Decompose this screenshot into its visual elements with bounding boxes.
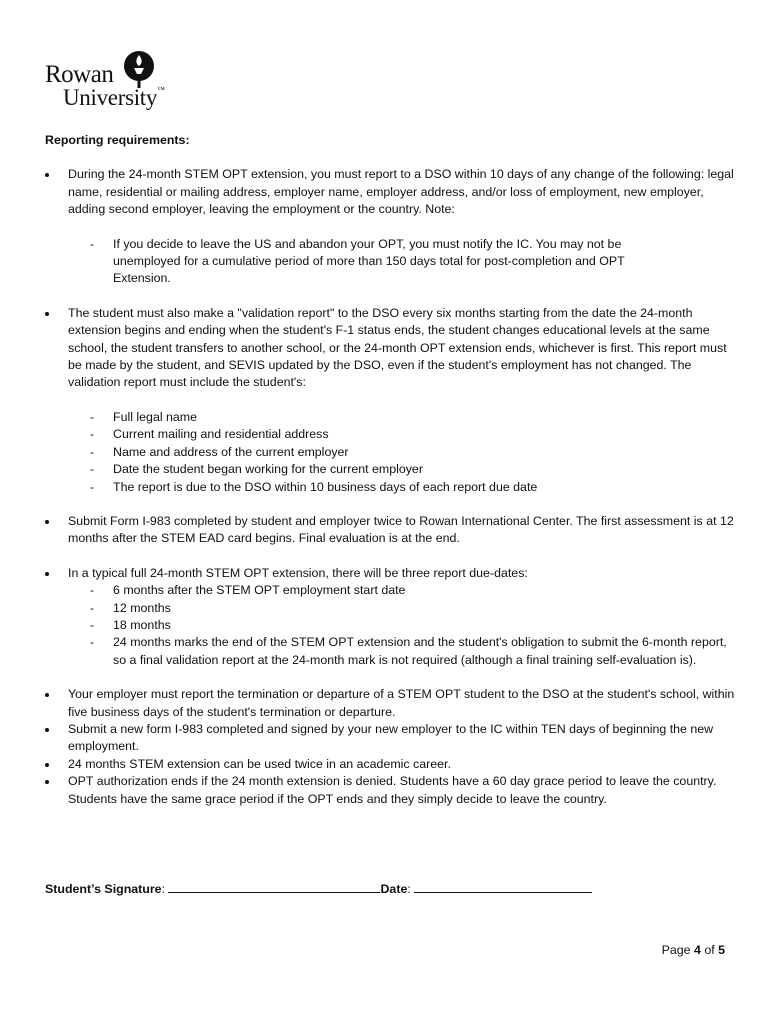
bullet-employer-termination: Your employer must report the termination or departure of a STEM OPT student to the DSO at the student's school, within five business days of the student's termination or departure. xyxy=(45,686,735,721)
sub-item: - If you decide to leave the US and abandon your OPT, you must notify the IC. You may not be unemployed for a cumulative period of more than 150 days total for post-completion and OPT Extension. xyxy=(45,236,735,288)
date-field[interactable] xyxy=(414,880,592,893)
bullet-grace-period: OPT authorization ends if the 24 month extension is denied. Students have a 60 day grace period to leave the country. Students have the same grace period if the OPT ends and they simply decide to leave the country. xyxy=(45,773,735,808)
bullet-validation-report: The student must also make a "validation report" to the DSO every six months starting from the date the 24-month extension begins and ending when the student's F-1 status ends, the student changes educational levels at the same school, the student transfers to another school, or the 24-month OPT extension ends, whichever is first. This report must be made by the student, and SEVIS updated by the DSO, even if the student's employment has not changed. The validation report must include the student's: xyxy=(45,305,735,392)
bullet-extension-twice: 24 months STEM extension can be used twice in an academic career. xyxy=(45,756,735,773)
signature-field[interactable] xyxy=(168,880,380,893)
logo-trademark: ™ xyxy=(157,85,165,94)
sub-item: - 18 months xyxy=(45,617,735,634)
sub-item: - 6 months after the STEM OPT employment start date xyxy=(45,582,735,599)
sub-item: - Name and address of the current employer xyxy=(45,444,735,461)
page-current: 4 xyxy=(693,943,701,957)
bullet-report-due-dates: In a typical full 24-month STEM OPT extension, there will be three report due-dates: xyxy=(45,565,735,582)
signature-colon: : xyxy=(161,882,166,896)
sub-item: - Full legal name xyxy=(45,409,735,426)
sub-item: - 12 months xyxy=(45,600,735,617)
torch-icon xyxy=(122,50,156,90)
bullet-report-changes: During the 24-month STEM OPT extension, you must report to a DSO within 10 days of any change of the following: legal name, residential or mailing address, employer name, employer address, and/or loss of employment, new employer, adding second employer, leaving the employment or the country. Note: xyxy=(45,166,735,218)
logo-line-rowan: Rowan xyxy=(45,61,114,88)
signature-row xyxy=(45,880,592,896)
sub-item: - Date the student began working for the current employer xyxy=(45,461,735,478)
sub-item: - Current mailing and residential address xyxy=(45,426,735,443)
page-total: 5 xyxy=(718,943,725,957)
signature-label: Student’s Signature xyxy=(45,882,162,896)
page-prefix: Page xyxy=(661,943,694,957)
rowan-university-logo xyxy=(45,48,185,112)
date-label: Date xyxy=(380,882,408,896)
bullet-form-i983: Submit Form I-983 completed by student and employer twice to Rowan International Center. The first assessment is at 12 months after the STEM EAD card begins. Final evaluation is at the end. xyxy=(45,513,735,548)
date-colon: : xyxy=(407,882,411,896)
document-body xyxy=(45,132,735,808)
page-number xyxy=(662,943,725,957)
sub-item: - The report is due to the DSO within 10 business days of each report due date xyxy=(45,479,735,496)
page-of: of xyxy=(700,943,719,957)
sub-item: - 24 months marks the end of the STEM OPT extension and the student's obligation to submit the 6-month report, so a final validation report at the 24-month mark is not required (although a final training self-evaluation is). xyxy=(45,634,735,669)
logo-line-university: University™ xyxy=(63,85,165,110)
section-heading: Reporting requirements: xyxy=(45,133,190,147)
bullet-new-employer-form: Submit a new form I-983 completed and signed by your new employer to the IC within TEN days of beginning the new employment. xyxy=(45,721,735,756)
